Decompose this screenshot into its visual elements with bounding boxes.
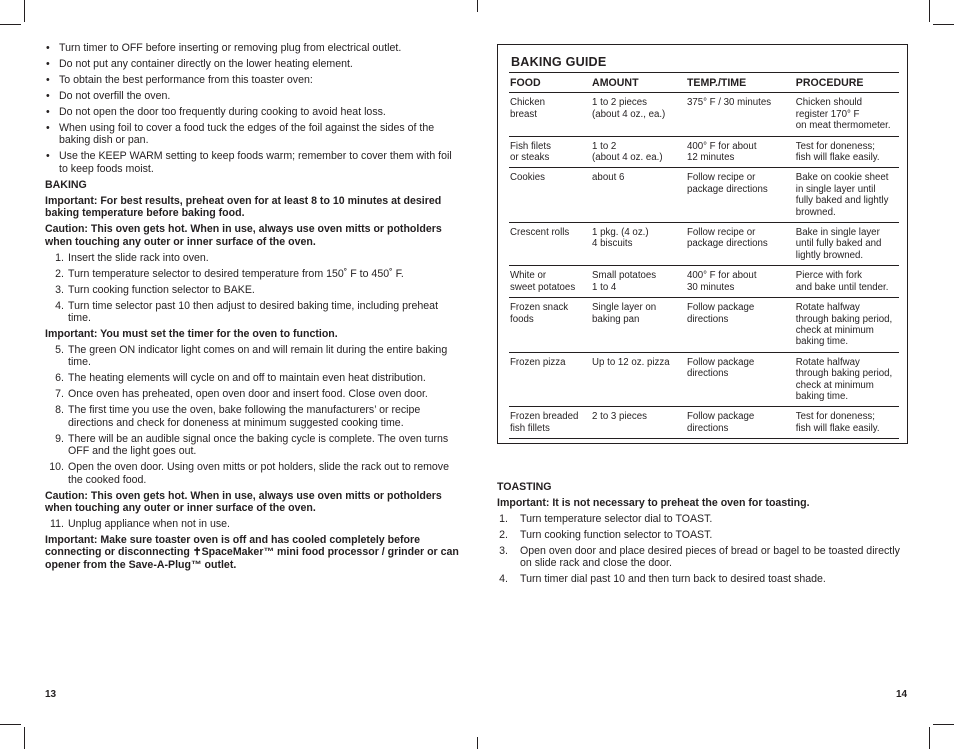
step-item xyxy=(45,252,460,264)
table-row xyxy=(509,407,899,439)
step-number: 2. xyxy=(55,267,64,280)
table-body xyxy=(509,93,899,439)
amount-cell: Small potatoes 1 to 4 xyxy=(591,266,686,298)
table-row xyxy=(509,136,899,168)
step-item xyxy=(497,513,907,525)
step-number: 3. xyxy=(55,283,64,296)
step-item xyxy=(45,268,460,280)
step-number: 8. xyxy=(55,404,64,417)
step-text: Unplug appliance when not in use. xyxy=(68,518,230,531)
step-item xyxy=(45,284,460,296)
step-text: The heating elements will cycle on and off to maintain even heat distribution. xyxy=(68,372,426,385)
tip-item: • Turn timer to OFF before inserting or removing plug from electrical outlet. xyxy=(45,42,460,54)
table-row xyxy=(509,168,899,223)
crop-mark xyxy=(933,724,954,725)
step-item xyxy=(45,433,460,458)
table-row xyxy=(509,352,899,407)
step-item xyxy=(45,344,460,369)
table-row xyxy=(509,93,899,136)
temp-time-cell: 400° F for about 12 minutes xyxy=(686,136,795,168)
table-row xyxy=(509,223,899,266)
step-text: Turn temperature selector to desired temperature from 150˚ F to 450˚ F. xyxy=(68,267,404,280)
step-item xyxy=(497,545,907,570)
baking-steps xyxy=(45,344,460,486)
step-number: 4. xyxy=(499,573,508,586)
step-number: 4. xyxy=(55,299,64,312)
step-number: 1. xyxy=(499,513,508,525)
important-timer-note: Important: You must set the timer for the oven to function. xyxy=(45,328,338,341)
page-number: 13 xyxy=(45,689,57,700)
step-item xyxy=(45,388,460,400)
step-text: There will be an audible signal once the baking cycle is complete. The oven turns OFF and the light goes out. xyxy=(68,432,449,458)
toasting-heading: TOASTING xyxy=(497,481,552,493)
step-number: 9. xyxy=(55,432,64,445)
table-row xyxy=(509,266,899,298)
food-cell: Fish filets or steaks xyxy=(509,136,591,168)
step-text: Turn time selector past 10 then adjust to desired baking time, including preheat time. xyxy=(68,299,439,325)
step-number: 2. xyxy=(499,529,508,541)
procedure-cell: Rotate halfway through baking period, check at minimum baking time. xyxy=(795,298,899,353)
crop-mark xyxy=(477,737,478,749)
step-text: Once oven has preheated, open oven door and insert food. Close oven door. xyxy=(68,388,428,401)
important-unplug-note: Important: Make sure toaster oven is off and has cooled completely before connecting or disconnecting ✝SpaceMaker™ mini food processor / grinder or can opener from the Save-A-Plug™ outlet. xyxy=(45,534,459,571)
amount-cell: 1 to 2 (about 4 oz. ea.) xyxy=(591,136,686,168)
food-cell: White or sweet potatoes xyxy=(509,266,591,298)
column-header-temp-time: TEMP./TIME xyxy=(686,73,795,93)
step-text: Insert the slide rack into oven. xyxy=(68,251,209,264)
tip-item: • To obtain the best performance from this toaster oven: xyxy=(45,74,460,86)
temp-time-cell: Follow package directions xyxy=(686,298,795,353)
baking-heading: BAKING xyxy=(45,178,87,191)
step-text: Turn temperature selector dial to TOAST. xyxy=(520,513,713,525)
crop-mark xyxy=(0,24,21,25)
tip-item: • Do not open the door too frequently during cooking to avoid heat loss. xyxy=(45,106,460,118)
procedure-cell: Test for doneness; fish will flake easily. xyxy=(795,407,899,439)
temp-time-cell: 400° F for about 30 minutes xyxy=(686,266,795,298)
amount-cell: Single layer on baking pan xyxy=(591,298,686,353)
amount-cell: Up to 12 oz. pizza xyxy=(591,352,686,407)
step-text: Open the oven door. Using oven mitts or pot holders, slide the rack out to remove the cooked food. xyxy=(68,461,449,486)
tip-item: • When using foil to cover a food tuck the edges of the foil against the sides of the baking dish or pan. xyxy=(45,122,460,147)
step-text: Turn timer dial past 10 and then turn back to desired toast shade. xyxy=(520,573,826,586)
procedure-cell: Pierce with fork and bake until tender. xyxy=(795,266,899,298)
crop-mark xyxy=(477,0,478,12)
step-text: The first time you use the oven, bake following the manufacturers’ or recipe directions and check for doneness at minimum suggested cooking time. xyxy=(68,404,421,429)
amount-cell: about 6 xyxy=(591,168,686,223)
tips-list xyxy=(45,42,460,175)
step-item xyxy=(497,573,907,585)
step-item xyxy=(45,518,460,530)
caution-note: Caution: This oven gets hot. When in use, always use oven mitts or potholders when touching any outer or inner surface of the oven. xyxy=(45,223,442,248)
important-toast-note: Important: It is not necessary to preheat the oven for toasting. xyxy=(497,497,810,509)
column-header-amount: AMOUNT xyxy=(591,73,686,93)
crop-mark xyxy=(24,727,25,749)
tip-item: • Do not put any container directly on the lower heating element. xyxy=(45,58,460,70)
step-text: The green ON indicator light comes on and will remain lit during the entire baking time. xyxy=(68,344,448,369)
step-number: 1. xyxy=(55,251,64,264)
baking-guide-box xyxy=(497,44,908,444)
baking-guide-table xyxy=(509,72,899,439)
crop-mark xyxy=(24,0,25,22)
tip-item: • Use the KEEP WARM setting to keep foods warm; remember to cover them with foil to keep foods moist. xyxy=(45,150,460,175)
step-number: 3. xyxy=(499,545,508,557)
step-number: 10. xyxy=(49,461,64,474)
right-page-content xyxy=(497,480,907,589)
step-item xyxy=(45,461,460,486)
step-number: 6. xyxy=(55,372,64,385)
food-cell: Frozen breaded fish fillets xyxy=(509,407,591,439)
tip-item: • Do not overfill the oven. xyxy=(45,90,460,102)
page-number: 14 xyxy=(896,689,908,700)
temp-time-cell: 375° F / 30 minutes xyxy=(686,93,795,136)
step-text: Open oven door and place desired pieces of bread or bagel to be toasted directly on slide rack and close the door. xyxy=(520,545,900,570)
step-item xyxy=(45,404,460,429)
step-number: 5. xyxy=(55,344,64,357)
table-row xyxy=(509,298,899,353)
important-preheat-note: Important: For best results, preheat oven for at least 8 to 10 minutes at desired baking temperature before baking food. xyxy=(45,194,442,220)
temp-time-cell: Follow recipe or package directions xyxy=(686,223,795,266)
temp-time-cell: Follow recipe or package directions xyxy=(686,168,795,223)
food-cell: Crescent rolls xyxy=(509,223,591,266)
crop-mark xyxy=(0,724,21,725)
column-header-food: FOOD xyxy=(509,73,591,93)
baking-steps xyxy=(45,518,460,530)
procedure-cell: Chicken should register 170° F on meat thermometer. xyxy=(795,93,899,136)
temp-time-cell: Follow package directions xyxy=(686,352,795,407)
baking-steps xyxy=(45,252,460,325)
table-header-row xyxy=(509,73,899,93)
procedure-cell: Bake in single layer until fully baked and lightly browned. xyxy=(795,223,899,266)
temp-time-cell: Follow package directions xyxy=(686,407,795,439)
step-number: 11. xyxy=(50,518,64,531)
food-cell: Frozen pizza xyxy=(509,352,591,407)
food-cell: Frozen snack foods xyxy=(509,298,591,353)
step-item xyxy=(497,529,907,541)
toasting-steps xyxy=(497,513,907,586)
step-number: 7. xyxy=(55,388,64,401)
amount-cell: 1 to 2 pieces (about 4 oz., ea.) xyxy=(591,93,686,136)
caution-note: Caution: This oven gets hot. When in use, always use oven mitts or potholders when touching any outer or inner surface of the oven. xyxy=(45,489,442,515)
crop-mark xyxy=(929,0,930,22)
step-text: Turn cooking function selector to BAKE. xyxy=(68,283,255,296)
procedure-cell: Test for doneness; fish will flake easily. xyxy=(795,136,899,168)
crop-mark xyxy=(929,727,930,749)
baking-guide-title: BAKING GUIDE xyxy=(511,55,607,69)
left-page-content xyxy=(45,42,460,575)
procedure-cell: Rotate halfway through baking period, check at minimum baking time. xyxy=(795,352,899,407)
step-text: Turn cooking function selector to TOAST. xyxy=(520,529,713,541)
amount-cell: 1 pkg. (4 oz.) 4 biscuits xyxy=(591,223,686,266)
food-cell: Chicken breast xyxy=(509,93,591,136)
column-header-procedure: PROCEDURE xyxy=(795,73,899,93)
amount-cell: 2 to 3 pieces xyxy=(591,407,686,439)
step-item xyxy=(45,372,460,384)
food-cell: Cookies xyxy=(509,168,591,223)
crop-mark xyxy=(933,24,954,25)
step-item xyxy=(45,300,460,325)
procedure-cell: Bake on cookie sheet in single layer until fully baked and lightly browned. xyxy=(795,168,899,223)
